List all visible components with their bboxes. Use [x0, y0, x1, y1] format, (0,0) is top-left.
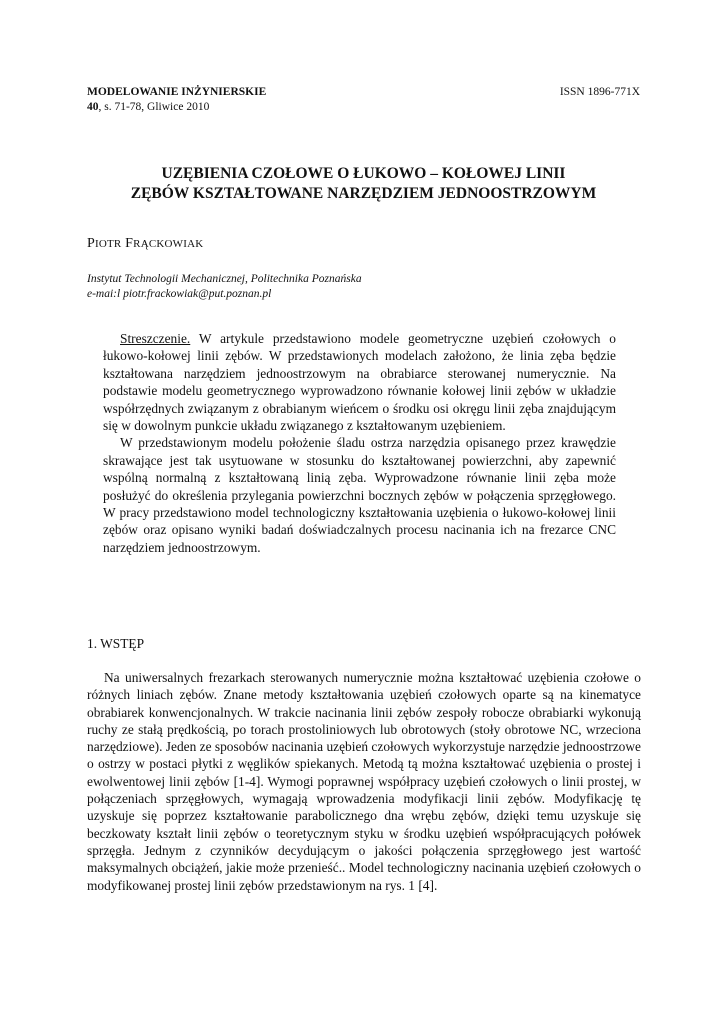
- issn: ISSN 1896-771X: [559, 86, 640, 98]
- abstract: [103, 330, 616, 556]
- journal-header: [87, 85, 640, 115]
- title-line-1: UZĘBIENIA CZOŁOWE O ŁUKOWO – KOŁOWEJ LINII: [161, 165, 566, 182]
- journal-name: MODELOWANIE INŻYNIERSKIE: [87, 86, 267, 98]
- body-paragraph-1: Na uniwersalnych frezarkach sterowanych numerycznie można kształtować uzębienia czołowe o różnych liniach zębów. Znane metody kształtowania uzębień czołowych oparte są na kinematyce obrabiarek konwencjonalnych. W trakcie nacinania linii zębów zespoły robocze obrabiarki wykonują ruchy ze stałą prędkością, po torach prostoliniowych lub obrotowych (stoły obrotowe NC, wrzeciona narzędziowe). Jeden ze sposobów nacinania uzębień czołowych wykorzystuje narzędzie jednoostrzowe o ostrzy w postaci płytki z węglików spiekanych. Metodą tą można kształtować uzębienia o prostej i ewolwentowej linii zębów [1-4]. Wymogi poprawnej współpracy uzębień czołowych o linii prostej, w połączeniach sprzęgłowych, wymagają wprowadzenia modyfikacji linii zębów. Modyfikację tę uzyskuje się poprzez kształtowanie parabolicznego dna wrębu zębów, dzięki temu uzyskuje się beczkowaty kształt linii zębów o teoretycznym styku w środku uzębień współpracujących połówek sprzęgła. Jednym z czynników decydującym o jakości połączenia sprzęgłowego jest wartość maksymalnych obciążeń, jakie może przenieść.. Model technologiczny nacinania uzębień czołowych o modyfikowanej prostej linii zębów przedstawionym na rys. 1 [4].: [87, 670, 641, 893]
- body-text: [87, 669, 641, 894]
- affiliation: [87, 272, 362, 302]
- section-heading: 1. WSTĘP: [87, 636, 145, 651]
- title-line-2: ZĘBÓW KSZTAŁTOWANE NARZĘDZIEM JEDNOOSTRZOWYM: [130, 185, 597, 202]
- volume-number: 40: [87, 101, 99, 113]
- email: e-mai:l piotr.frackowiak@put.poznan.pl: [87, 288, 272, 300]
- volume-info: [87, 100, 640, 115]
- abstract-label: Streszczenie.: [120, 331, 191, 346]
- abstract-paragraph-1: Streszczenie. W artykule przedstawiono modele geometryczne uzębień czołowych o łukowo-kołowej linii zębów. W przedstawionych modelach założono, że linia zęba będzie kształtowana narzędziem jednoostrzowym na obrabiarce sterowanej numerycznie. Na podstawie modelu geometrycznego wyprowadzono równanie kołowej linii zębów w układzie współrzędnych związanym z obrabianym wieńcem o środku osi okręgu linii zęba znajdującym się w dowolnym punkcie układu związanego z kształtowanym uzębieniem.: [103, 331, 616, 434]
- author-name: PIOTR FRĄCKOWIAK: [87, 236, 204, 251]
- paper-title: [87, 164, 640, 204]
- pages-place: , s. 71-78, Gliwice 2010: [98, 101, 210, 113]
- abstract-paragraph-2: W przedstawionym modelu położenie śladu ostrza narzędzia opisanego przez krawędzie skrawające jest tak usytuowane w stosunku do kształtowanej powierzchni, aby zapewnić wspólną normalną z kształtowaną linią zęba. Wyprowadzone równanie linii zęba może posłużyć do określenia przylegania powierzchni bocznych zębów w połączenia sprzęgłowego. W pracy przedstawiono model technologiczny kształtowania uzębienia o łukowo-kołowej linii zębów oraz opisano wyniki badań doświadczalnych procesu nacinania ich na frezarce CNC narzędziem jednoostrzowym.: [103, 435, 616, 555]
- institute: Instytut Technologii Mechanicznej, Politechnika Poznańska: [87, 273, 362, 285]
